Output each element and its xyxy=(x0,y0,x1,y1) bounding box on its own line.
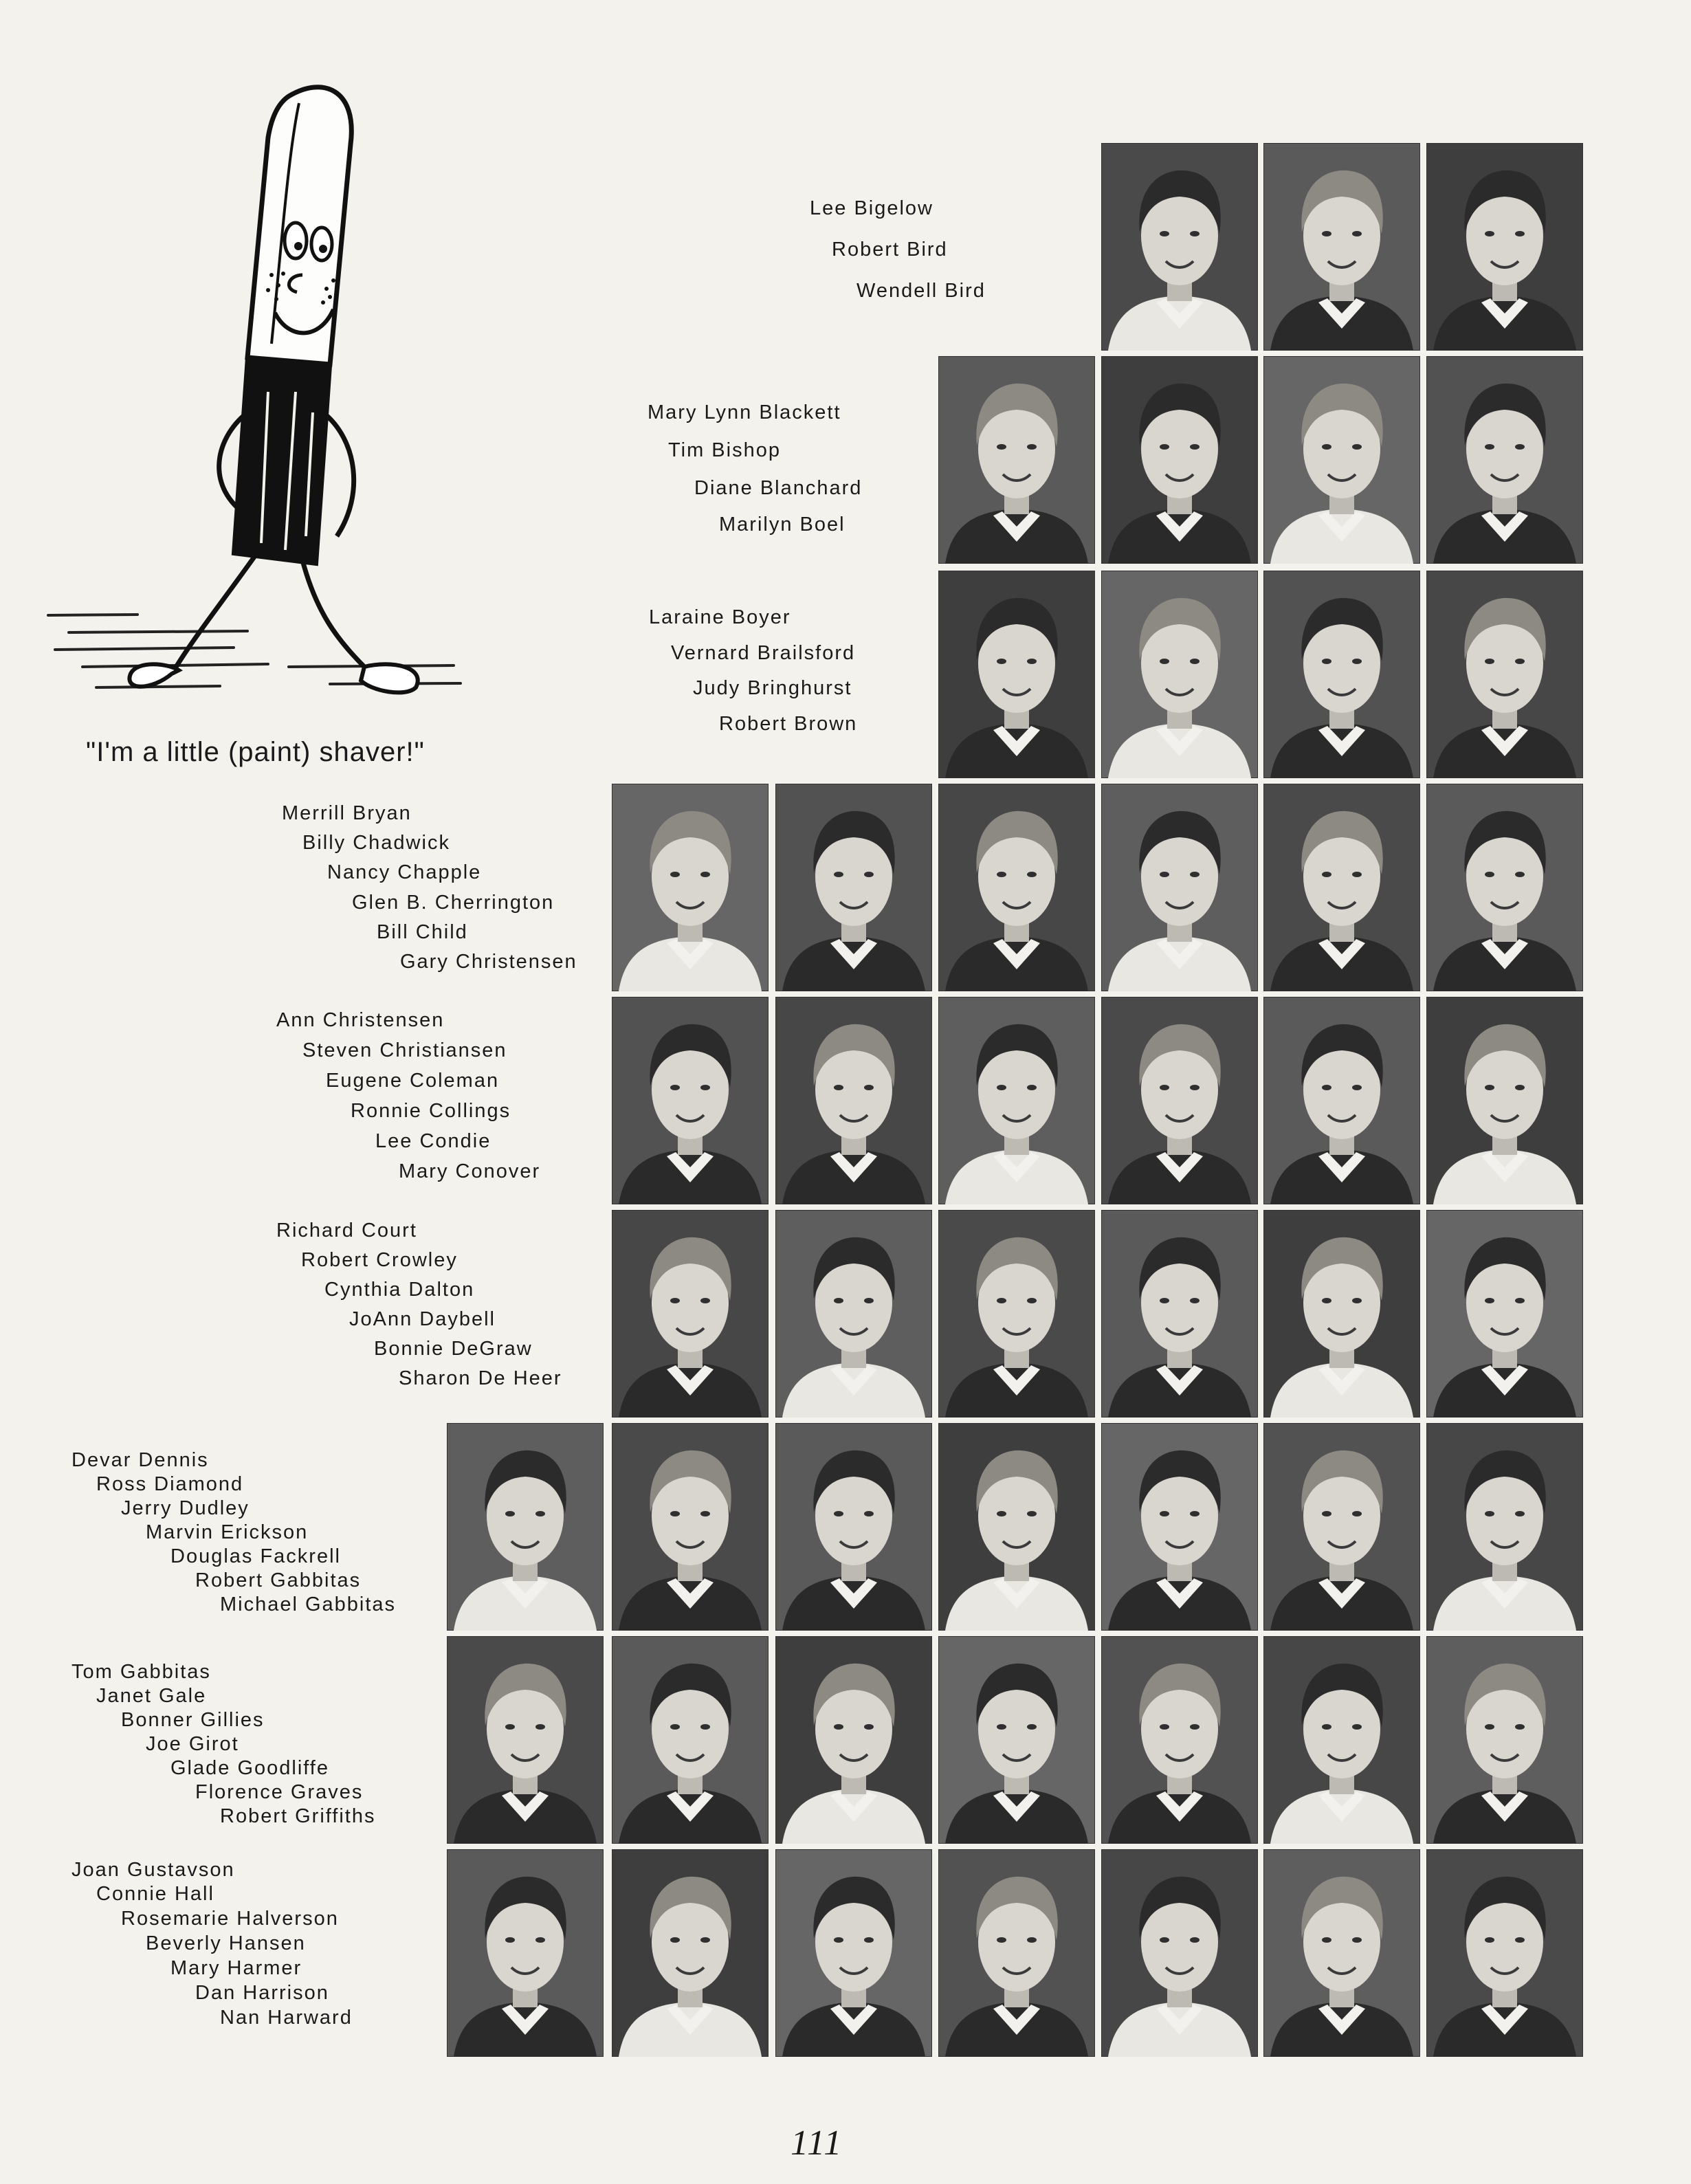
student-portrait-photo xyxy=(1101,143,1258,351)
student-portrait-photo xyxy=(1101,1423,1258,1631)
student-portrait-photo xyxy=(1426,1210,1583,1418)
student-name: Richard Court xyxy=(276,1220,417,1242)
student-portrait-photo xyxy=(938,1423,1095,1631)
portrait-silhouette xyxy=(612,1210,769,1418)
student-name: Bonner Gillies xyxy=(121,1709,265,1731)
student-name: Robert Crowley xyxy=(301,1249,458,1271)
portrait-silhouette xyxy=(775,784,932,991)
student-name: JoAnn Daybell xyxy=(349,1308,496,1330)
student-name: Nan Harward xyxy=(220,2007,353,2029)
portrait-silhouette xyxy=(447,1423,604,1631)
student-name: Robert Gabbitas xyxy=(195,1569,362,1591)
portrait-silhouette xyxy=(938,1849,1095,2057)
portrait-silhouette xyxy=(1101,143,1258,351)
student-name: Laraine Boyer xyxy=(649,606,791,628)
student-portrait-photo xyxy=(1263,1849,1420,2057)
portrait-silhouette xyxy=(1426,1423,1583,1631)
student-portrait-photo xyxy=(938,997,1095,1204)
student-name: Janet Gale xyxy=(96,1685,207,1707)
student-name: Diane Blanchard xyxy=(694,477,863,499)
student-portrait-photo xyxy=(1263,1210,1420,1418)
student-name: Florence Graves xyxy=(195,1781,364,1803)
student-name: Connie Hall xyxy=(96,1883,214,1905)
student-name: Cynthia Dalton xyxy=(324,1279,475,1301)
student-portrait-photo xyxy=(1263,356,1420,564)
student-name: Glen B. Cherrington xyxy=(352,892,555,914)
student-portrait-photo xyxy=(775,1636,932,1844)
portrait-silhouette xyxy=(612,1636,769,1844)
portrait-silhouette xyxy=(1263,784,1420,991)
student-name: Lee Bigelow xyxy=(810,197,933,219)
student-name: Bill Child xyxy=(377,921,468,943)
portrait-silhouette xyxy=(447,1636,604,1844)
student-name: Sharon De Heer xyxy=(399,1367,562,1389)
portrait-silhouette xyxy=(938,1423,1095,1631)
student-portrait-photo xyxy=(1263,143,1420,351)
portrait-silhouette xyxy=(447,1849,604,2057)
student-portrait-photo xyxy=(1101,784,1258,991)
portrait-silhouette xyxy=(938,1210,1095,1418)
student-portrait-photo xyxy=(447,1849,604,2057)
student-portrait-photo xyxy=(938,1849,1095,2057)
student-portrait-photo xyxy=(775,1423,932,1631)
paintbrush-cartoon-illustration xyxy=(41,69,481,708)
portrait-silhouette xyxy=(1101,997,1258,1204)
student-name: Nancy Chapple xyxy=(327,861,482,883)
portrait-silhouette xyxy=(775,997,932,1204)
student-portrait-photo xyxy=(1426,356,1583,564)
portrait-silhouette xyxy=(1263,1423,1420,1631)
portrait-silhouette xyxy=(1263,1849,1420,2057)
student-name: Vernard Brailsford xyxy=(671,642,856,664)
student-portrait-photo xyxy=(938,571,1095,778)
student-portrait-photo xyxy=(1263,1636,1420,1844)
portrait-silhouette xyxy=(1101,1849,1258,2057)
student-portrait-photo xyxy=(1101,356,1258,564)
student-portrait-photo xyxy=(775,1849,932,2057)
student-name: Ross Diamond xyxy=(96,1473,244,1495)
portrait-silhouette xyxy=(1426,1210,1583,1418)
portrait-silhouette xyxy=(1263,143,1420,351)
portrait-silhouette xyxy=(1101,1636,1258,1844)
student-name: Joe Girot xyxy=(146,1733,239,1755)
student-name: Beverly Hansen xyxy=(146,1932,306,1954)
student-portrait-photo xyxy=(1426,1636,1583,1844)
student-portrait-photo xyxy=(612,1636,769,1844)
student-portrait-photo xyxy=(1101,1210,1258,1418)
portrait-silhouette xyxy=(775,1636,932,1844)
student-portrait-photo xyxy=(1426,143,1583,351)
student-portrait-photo xyxy=(775,1210,932,1418)
portrait-silhouette xyxy=(938,997,1095,1204)
student-portrait-photo xyxy=(775,997,932,1204)
student-portrait-photo xyxy=(1426,571,1583,778)
student-name: Glade Goodliffe xyxy=(170,1757,329,1779)
portrait-silhouette xyxy=(1101,571,1258,778)
student-portrait-photo xyxy=(1263,571,1420,778)
student-name: Tim Bishop xyxy=(668,439,781,461)
portrait-silhouette xyxy=(1101,356,1258,564)
portrait-silhouette xyxy=(612,997,769,1204)
cartoon-caption: "I'm a little (paint) shaver!" xyxy=(86,737,425,767)
student-name: Dan Harrison xyxy=(195,1982,329,2004)
student-portrait-photo xyxy=(1426,997,1583,1204)
student-name: Mary Lynn Blackett xyxy=(648,401,841,423)
student-portrait-photo xyxy=(612,997,769,1204)
student-portrait-photo xyxy=(612,1849,769,2057)
portrait-silhouette xyxy=(938,784,1095,991)
portrait-silhouette xyxy=(612,1423,769,1631)
portrait-silhouette xyxy=(938,356,1095,564)
portrait-silhouette xyxy=(1426,143,1583,351)
student-name: Ronnie Collings xyxy=(351,1100,511,1122)
student-name: Devar Dennis xyxy=(71,1449,209,1471)
student-portrait-photo xyxy=(1426,1849,1583,2057)
portrait-silhouette xyxy=(1101,784,1258,991)
student-name: Steven Christiansen xyxy=(302,1039,507,1061)
student-name: Billy Chadwick xyxy=(302,832,450,854)
student-name: Gary Christensen xyxy=(400,951,577,973)
student-name: Lee Condie xyxy=(375,1130,491,1152)
student-portrait-photo xyxy=(775,784,932,991)
student-portrait-photo xyxy=(938,784,1095,991)
student-portrait-photo xyxy=(1263,784,1420,991)
student-portrait-photo xyxy=(1426,784,1583,991)
portrait-silhouette xyxy=(1426,1849,1583,2057)
student-name: Bonnie DeGraw xyxy=(374,1338,533,1360)
student-portrait-photo xyxy=(938,356,1095,564)
portrait-silhouette xyxy=(775,1423,932,1631)
student-name: Tom Gabbitas xyxy=(71,1661,211,1683)
portrait-silhouette xyxy=(1426,356,1583,564)
portrait-silhouette xyxy=(1101,1210,1258,1418)
student-portrait-photo xyxy=(938,1636,1095,1844)
student-portrait-photo xyxy=(1263,997,1420,1204)
student-name: Ann Christensen xyxy=(276,1009,445,1031)
student-name: Mary Harmer xyxy=(170,1957,302,1979)
portrait-silhouette xyxy=(775,1210,932,1418)
student-portrait-photo xyxy=(1101,1636,1258,1844)
portrait-silhouette xyxy=(612,1849,769,2057)
student-portrait-photo xyxy=(1101,1849,1258,2057)
student-name: Marilyn Boel xyxy=(719,514,846,536)
student-portrait-photo xyxy=(938,1210,1095,1418)
student-name: Robert Brown xyxy=(719,713,858,735)
student-name: Robert Griffiths xyxy=(220,1805,376,1827)
portrait-silhouette xyxy=(938,571,1095,778)
student-name: Joan Gustavson xyxy=(71,1859,235,1881)
student-name: Rosemarie Halverson xyxy=(121,1908,339,1930)
page-number: 111 xyxy=(791,2124,843,2163)
student-portrait-photo xyxy=(1426,1423,1583,1631)
student-name: Jerry Dudley xyxy=(121,1497,250,1519)
student-portrait-photo xyxy=(1101,571,1258,778)
portrait-silhouette xyxy=(1263,997,1420,1204)
student-portrait-photo xyxy=(612,1210,769,1418)
portrait-silhouette xyxy=(1263,571,1420,778)
portrait-silhouette xyxy=(1426,997,1583,1204)
student-name: Robert Bird xyxy=(832,239,948,261)
student-name: Merrill Bryan xyxy=(282,802,412,824)
portrait-silhouette xyxy=(1426,571,1583,778)
portrait-silhouette xyxy=(1263,1636,1420,1844)
student-name: Douglas Fackrell xyxy=(170,1545,341,1567)
portrait-silhouette xyxy=(1426,784,1583,991)
student-name: Mary Conover xyxy=(399,1160,541,1182)
student-portrait-photo xyxy=(447,1636,604,1844)
student-portrait-photo xyxy=(612,784,769,991)
portrait-silhouette xyxy=(938,1636,1095,1844)
portrait-silhouette xyxy=(1263,1210,1420,1418)
student-portrait-photo xyxy=(1101,997,1258,1204)
student-portrait-photo xyxy=(1263,1423,1420,1631)
student-name: Michael Gabbitas xyxy=(220,1593,397,1615)
portrait-silhouette xyxy=(612,784,769,991)
student-name: Marvin Erickson xyxy=(146,1521,309,1543)
portrait-silhouette xyxy=(1101,1423,1258,1631)
student-portrait-photo xyxy=(612,1423,769,1631)
portrait-silhouette xyxy=(775,1849,932,2057)
portrait-silhouette xyxy=(1263,356,1420,564)
student-portrait-photo xyxy=(447,1423,604,1631)
student-name: Wendell Bird xyxy=(856,280,986,302)
student-name: Judy Bringhurst xyxy=(693,677,852,699)
student-name: Eugene Coleman xyxy=(326,1070,500,1092)
portrait-silhouette xyxy=(1426,1636,1583,1844)
